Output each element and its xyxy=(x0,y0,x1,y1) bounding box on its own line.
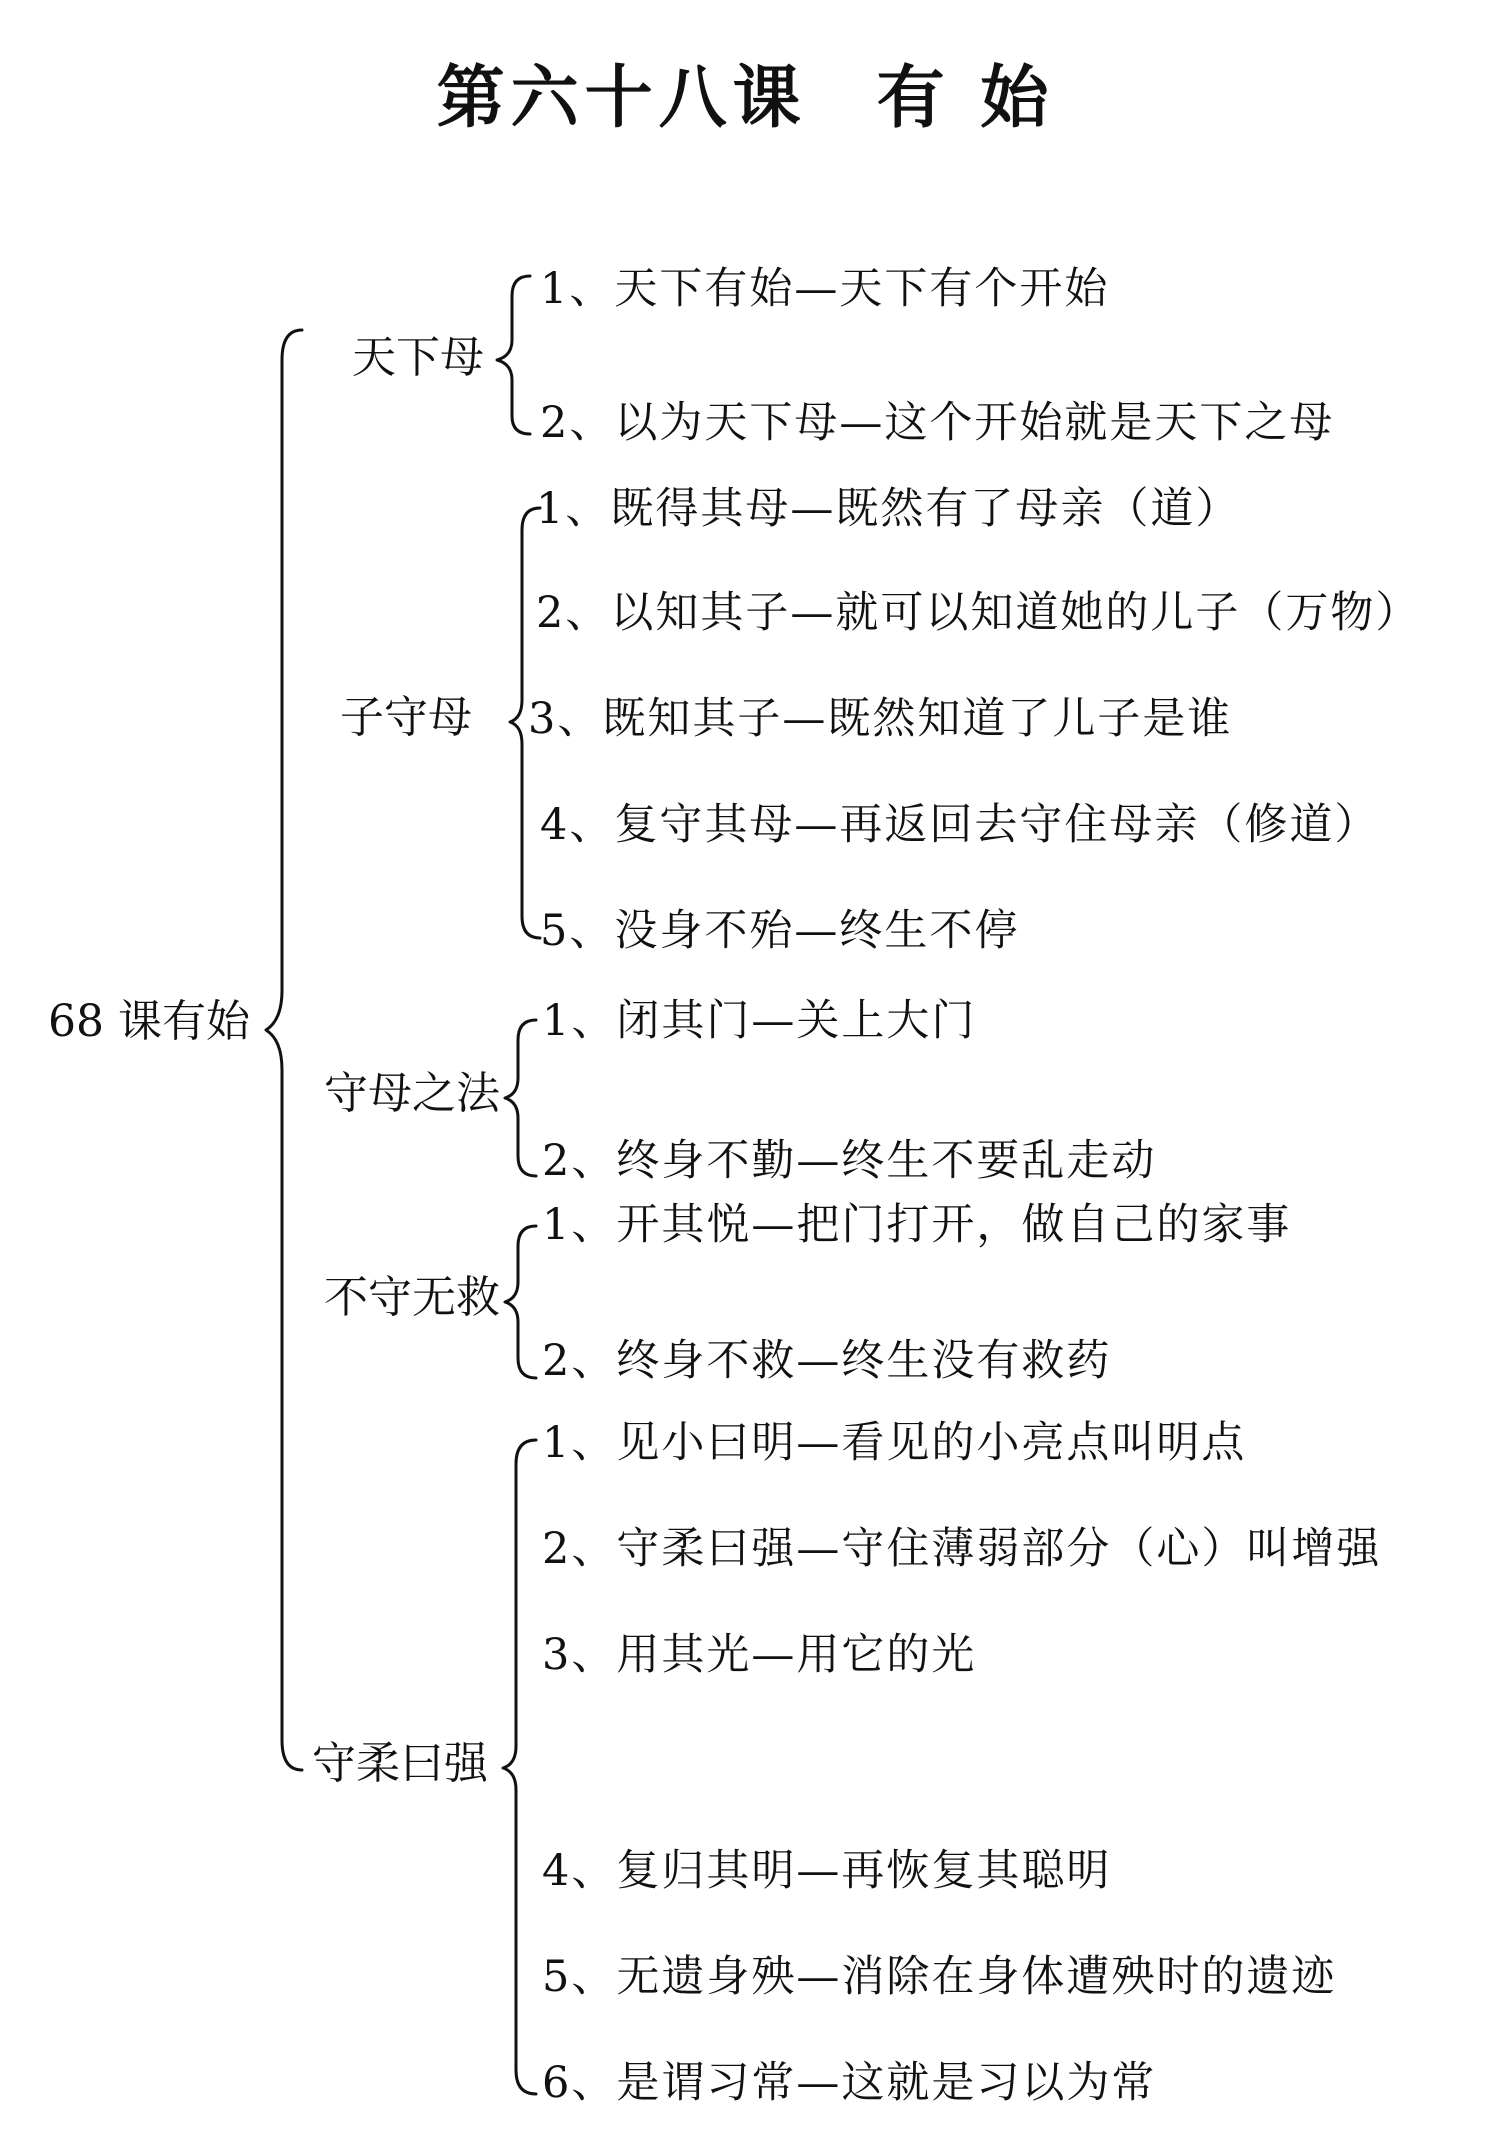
list-item: 2、终身不救—终生没有救药 xyxy=(542,1336,1112,1386)
group-label: 不守无救 xyxy=(324,1272,500,1323)
list-item: 4、复归其明—再恢复其聪明 xyxy=(542,1846,1112,1896)
list-item: 2、终身不勤—终生不要乱走动 xyxy=(542,1136,1157,1186)
list-item: 3、用其光—用它的光 xyxy=(542,1630,977,1680)
group-brace-5 xyxy=(503,1440,536,2094)
root-brace xyxy=(266,330,302,1770)
root-node: 68 课有始 xyxy=(48,996,250,1047)
group-label: 子守母 xyxy=(340,692,472,743)
group-brace-1 xyxy=(497,276,530,434)
list-item: 1、天下有始—天下有个开始 xyxy=(540,264,1110,314)
group-label: 守柔曰强 xyxy=(312,1738,488,1789)
list-item: 1、既得其母—既然有了母亲（道） xyxy=(536,484,1241,534)
list-item: 6、是谓习常—这就是习以为常 xyxy=(542,2058,1157,2108)
lesson-name: 有 始 xyxy=(876,58,1055,138)
group-label: 守母之法 xyxy=(324,1068,500,1119)
list-item: 5、无遗身殃—消除在身体遭殃时的遗迹 xyxy=(542,1952,1337,2002)
group-brace-4 xyxy=(505,1226,536,1378)
list-item: 1、闭其门—关上大门 xyxy=(542,996,977,1046)
group-brace-3 xyxy=(505,1020,536,1176)
list-item: 2、以知其子—就可以知道她的儿子（万物） xyxy=(536,588,1421,638)
list-item: 5、没身不殆—终生不停 xyxy=(540,906,1020,956)
lesson-number: 第六十八课 xyxy=(436,58,807,138)
group-label: 天下母 xyxy=(352,332,484,383)
list-item: 4、复守其母—再返回去守住母亲（修道） xyxy=(540,800,1380,850)
list-item: 3、既知其子—既然知道了儿子是谁 xyxy=(528,694,1233,744)
list-item: 1、见小曰明—看见的小亮点叫明点 xyxy=(542,1418,1247,1468)
list-item: 2、守柔曰强—守住薄弱部分（心）叫增强 xyxy=(542,1524,1382,1574)
list-item: 2、以为天下母—这个开始就是天下之母 xyxy=(540,398,1335,448)
list-item: 1、开其悦—把门打开，做自己的家事 xyxy=(542,1200,1292,1250)
